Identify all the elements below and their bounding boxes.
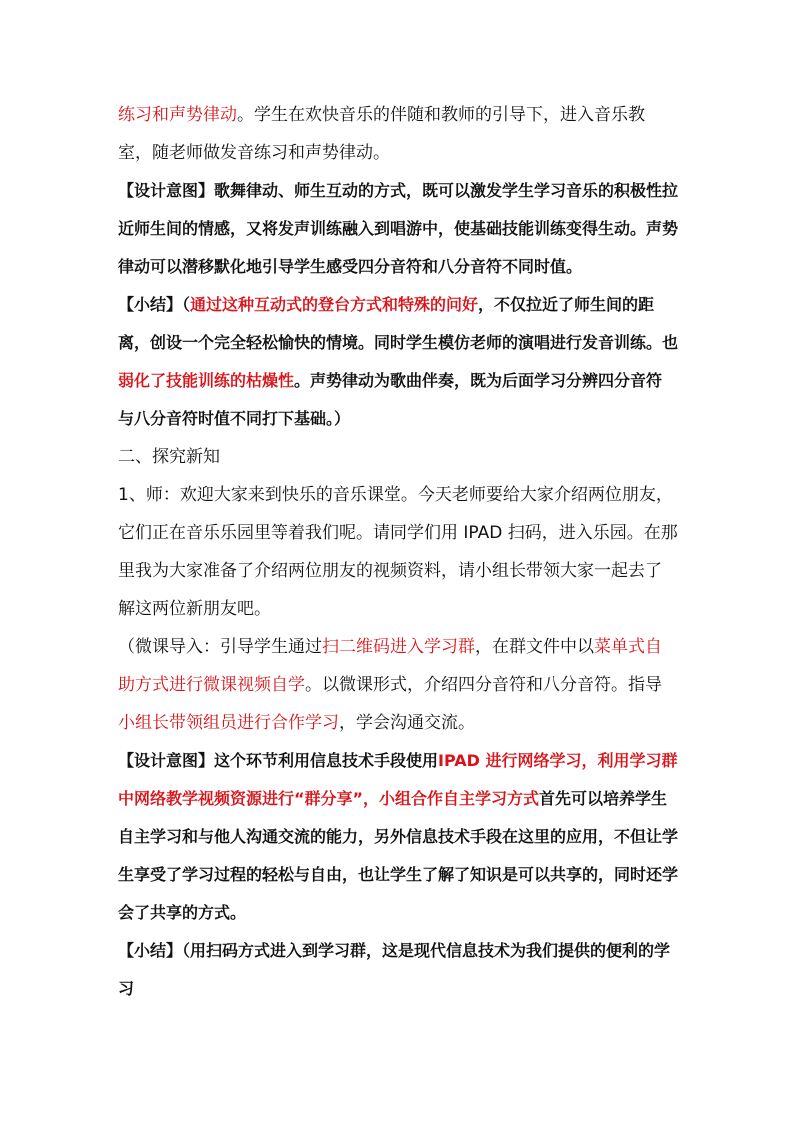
highlighted-text: IPAD 进行网络学习，利用学习群中网络教学视频资源进行“群分享”，小组合作自主学习方式 — [118, 751, 678, 808]
paragraph-p7 — [118, 742, 678, 932]
paragraph-p1 — [118, 96, 678, 172]
body-text: 1、师：欢迎大家来到快乐的音乐课堂。今天老师要给大家介绍两位朋友，它们正在音乐乐园里等着我们呢。请同学们用 IPAD 扫码，进入乐园。在那里我为大家准备了介绍两位朋友的视频资料，请小组长带领大家一起去了解这两位新朋友吧。 — [118, 485, 678, 619]
paragraph-p5 — [118, 476, 678, 628]
body-text: 。学生在欢快音乐的伴随和教师的引导下，进入音乐教室，随老师做发音练习和声势律动。 — [118, 105, 645, 163]
body-text: 二、探究新知 — [118, 447, 220, 467]
document-page — [118, 96, 678, 1008]
paragraph-p8 — [118, 932, 678, 1008]
highlighted-text: 通过这种互动式的登台方式和特殊的问好 — [190, 295, 479, 314]
body-text: 。以微课形式，介绍四分音符和八分音符。指导 — [305, 675, 662, 695]
body-text: 。声势律动为歌曲伴奏，既为后面学习分辨四分音符与八分音符时值不同打下基础。） — [118, 371, 663, 428]
body-text: 【小结】（用扫码方式进入到学习群，这是现代信息技术为我们提供的便利的学习 — [118, 941, 671, 998]
highlighted-text: 小组长带领组员进行合作学习 — [118, 713, 339, 733]
body-text: 首先可以培养学生自主学习和与他人沟通交流的能力，另外信息技术手段在这里的应用，不但让学生享受了学习过程的轻松与自由，也让学生了解了知识是可以共享的，同时还学会了共享的方式。 — [118, 789, 679, 922]
highlighted-text: 菜单式自助方式进行微课视频自学 — [118, 637, 662, 695]
paragraph-p6 — [118, 628, 678, 742]
paragraph-p4 — [118, 438, 678, 476]
highlighted-text: 练习和声势律动 — [118, 105, 237, 125]
paragraph-p3 — [118, 286, 678, 438]
body-text: 【小结】（ — [118, 295, 191, 314]
body-text: 【设计意图】这个环节利用信息技术手段使用 — [118, 751, 439, 770]
body-text: ，在群文件中以 — [475, 637, 594, 657]
body-text: ，不仅拉近了师生间的距离，创设一个完全轻松愉快的情境。同时学生模仿老师的演唱进行发音训练。也 — [118, 295, 679, 352]
body-text: （微课导入：引导学生通过 — [118, 637, 322, 657]
highlighted-text: 扫二维码进入学习群 — [322, 637, 475, 657]
body-text: 【设计意图】歌舞律动、师生互动的方式，既可以激发学生学习音乐的积极性拉近师生间的情感，又将发声训练融入到唱游中，使基础技能训练变得生动。声势律动可以潜移默化地引导学生感受四分音符和八分音符不同时值。 — [118, 181, 679, 276]
paragraph-p2 — [118, 172, 678, 286]
highlighted-text: 弱化了技能训练的枯燥性 — [118, 371, 295, 390]
body-text: ，学会沟通交流。 — [339, 713, 475, 733]
